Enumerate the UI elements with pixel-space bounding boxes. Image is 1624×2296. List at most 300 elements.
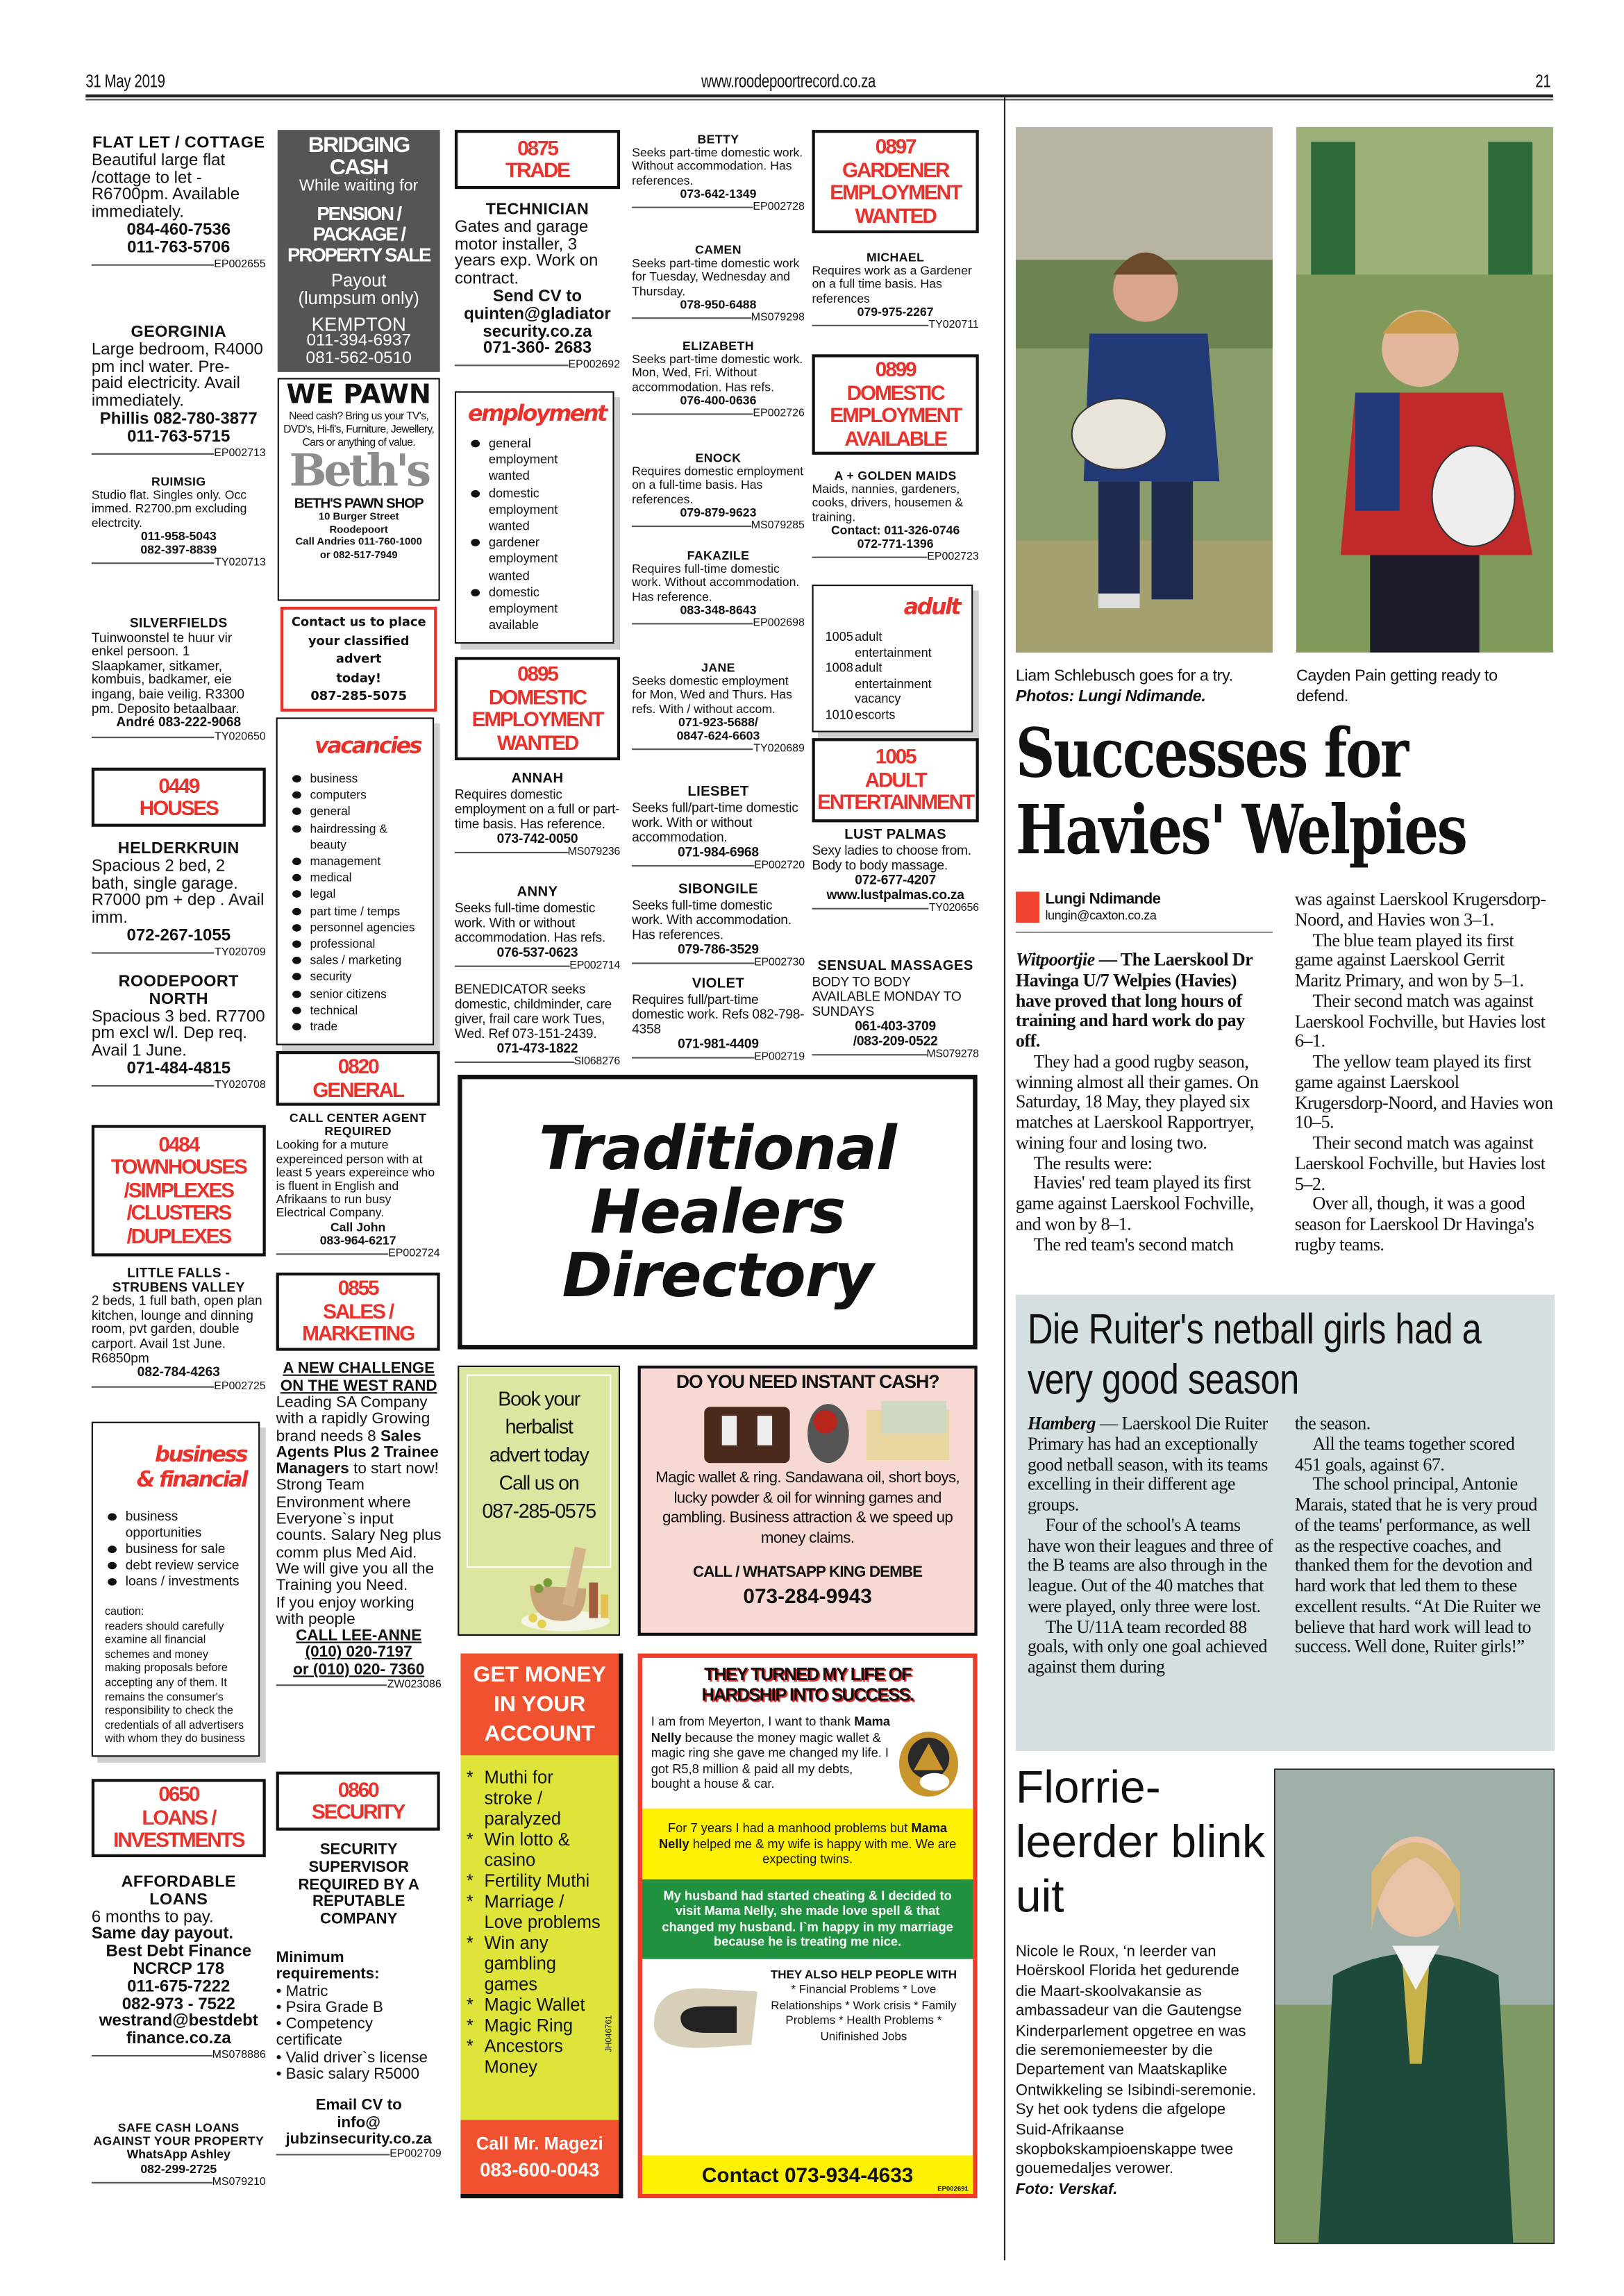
contact-phone: 087-285-5075 <box>310 687 408 703</box>
ad-reference: JH046761 <box>605 2015 614 2052</box>
byline-marker <box>1016 891 1039 923</box>
get-money-title: GET MONEY <box>473 1662 606 1688</box>
ad-contact: Call John <box>330 1218 386 1234</box>
ad-rule <box>92 1084 215 1086</box>
ad-body: Large bedroom, R4000 pm incl water. Pre- paid electricity. Avail immediately. <box>91 340 263 411</box>
service-item: Ancestors Money <box>484 2036 563 2077</box>
herbalist-text: Book your <box>498 1387 580 1410</box>
section-label: TRADE <box>505 158 569 182</box>
ad-body: 6 months to pay. <box>91 1908 214 1927</box>
ad-reference-row <box>632 957 805 969</box>
ad-reference: EP002725 <box>214 1378 266 1392</box>
ad-contact: 071-984-6968 <box>678 844 759 860</box>
category-item[interactable]: business <box>310 771 421 787</box>
category-item[interactable]: sales / marketing <box>310 953 421 969</box>
category-item[interactable]: medical <box>310 870 421 887</box>
category-heading: employment <box>468 400 606 427</box>
classified-ad-michael <box>812 251 978 330</box>
section-header-0650 <box>92 1779 266 1857</box>
ad-rule <box>455 852 568 853</box>
ad-reference-row <box>632 405 805 419</box>
ad-body: Seeks full/part-time domestic work. With or without accommodation. <box>632 800 798 845</box>
ad-title: HELDERKRUIN <box>117 839 240 858</box>
section-label: ADULT <box>864 767 926 791</box>
ad-body: Seeks part-time domestic work. Without accommodation. Has references. <box>632 144 803 187</box>
ad-contact: 073-742-0050 <box>496 831 578 846</box>
ad-contact: 082-973 - 7522 <box>122 1995 235 2013</box>
section-header-0855 <box>276 1273 440 1350</box>
pawn-phone: Call Andries 011-760-1000 <box>295 537 422 548</box>
mama-nelly-title: HARDSHIP INTO SUCCESS. <box>701 1684 914 1705</box>
ad-reference: TY020650 <box>215 728 266 743</box>
category-heading: adult <box>903 593 960 621</box>
classified-ad-safe-cash <box>92 2122 266 2188</box>
category-item[interactable]: senior citizens <box>310 986 421 1003</box>
get-money-list: * Muthi for stroke / paralyzed * Win lotto & casino * Fertility Muthi * Marriage / Love problems * Win any gambling games * Magic Wallet * Magic Ring * Ancestors Money JH046761 <box>466 1767 614 2077</box>
ad-title: ENOCK <box>695 450 742 465</box>
category-item[interactable]: technical <box>310 1002 421 1019</box>
category-list <box>105 1509 246 1590</box>
category-item[interactable] <box>826 706 960 721</box>
classified-ad-lust-palmas <box>812 828 978 914</box>
section-label: EMPLOYMENT <box>471 707 603 731</box>
requirement-item: Basic salary R5000 <box>285 2065 420 2084</box>
photo-caption-2: Cayden Pain getting ready to defend. <box>1296 667 1498 705</box>
ad-body: Looking for a muture expereinced person with at least 5 years expereince who is fluent in English and Afrikaans to run busy Electrical Company. <box>276 1137 435 1221</box>
category-heading: vacancies <box>315 732 421 759</box>
ad-reference-row <box>812 319 978 330</box>
ad-reference-row <box>455 1055 620 1067</box>
ad-reference-row <box>812 551 978 563</box>
ad-body: Requires domestic employment on a full or part-time basis. Has reference. <box>454 787 620 832</box>
ad-body: Seeks domestic employment for Mon, Wed and Thurs. Has refs. With / without accom. <box>632 673 792 716</box>
challenge-phone: or (010) 020- 7360 <box>293 1660 425 1679</box>
testimonial-text: I am from Meyerton, I want to thank <box>651 1713 851 1729</box>
nicole-le-roux-photo <box>1274 1768 1555 2244</box>
ad-title: CAMEN <box>695 242 742 257</box>
ad-reference: EP002709 <box>390 2147 442 2161</box>
category-index-employment <box>455 391 614 644</box>
article-paragraph: The red team's second match <box>1033 1233 1234 1255</box>
ad-reference: TY020709 <box>215 944 266 958</box>
section-code: 1005 <box>875 744 916 769</box>
ad-rule <box>632 962 754 964</box>
byline <box>1016 890 1273 933</box>
healers-title: Traditional <box>539 1112 896 1184</box>
classified-ad-ruimsig <box>92 476 266 569</box>
category-item[interactable]: domestic employment available <box>489 585 601 634</box>
security-email: jubzinsecurity.co.za <box>285 2130 432 2148</box>
ad-contact: 084-460-7536 <box>126 221 231 240</box>
testimonial-text: she made love spell & that changed my husband. I`m happy in my marriage because he is treating me nice. <box>662 1902 953 1949</box>
ad-title: ANNAH <box>511 770 564 787</box>
ad-title: LITTLE FALLS - STRUBENS VALLEY <box>112 1265 245 1294</box>
section-header-1005 <box>812 738 978 822</box>
rugby-photo-liam <box>1016 127 1273 653</box>
ad-contact: 072-267-1055 <box>126 927 231 945</box>
money-wallet-image <box>648 1979 760 2052</box>
instant-cash-phone: 073-284-9943 <box>743 1584 872 1608</box>
ad-title: ELIZABETH <box>683 337 754 353</box>
section-label: GENERAL <box>312 1077 403 1101</box>
ad-body: Maids, nannies, gardeners, cooks, drivers, housemen & training. <box>812 481 964 524</box>
service-item: Fertility Muthi <box>484 1870 590 1891</box>
pawn-address: Roodepoort <box>329 524 388 535</box>
ad-contact: André 083-222-9068 <box>116 714 242 730</box>
ad-contact: NCRCP 178 <box>133 1960 225 1979</box>
classified-ad-little-falls <box>92 1266 266 1391</box>
ad-reference: EP002713 <box>214 445 266 459</box>
section-header-0820 <box>276 1051 440 1106</box>
ad-reference: EP002726 <box>753 405 805 419</box>
ad-title: BETTY <box>697 131 739 146</box>
category-list <box>468 435 601 634</box>
category-item[interactable]: business opportunities <box>126 1509 246 1541</box>
classified-ad-sensual <box>812 960 978 1060</box>
ad-reference-row <box>812 902 978 914</box>
article-paragraph: They had a good rugby season, winning almost all their games. On Saturday, 18 May, they played six matches at Laerskool Rapportryer, wining four and losing two. <box>1015 1050 1259 1153</box>
classified-ad-jane <box>632 662 805 755</box>
sales-agents-ad <box>276 1361 442 1691</box>
netball-col1 <box>1028 1414 1275 1678</box>
article-lead <box>1016 950 1273 1052</box>
ad-reference-row <box>632 201 805 212</box>
ad-reference: MS079285 <box>751 518 805 532</box>
byline-author: Lungi Ndimande <box>1045 890 1161 908</box>
section-label: WANTED <box>855 203 936 227</box>
article-paragraph: Their second match was against Laerskool Fochville, but Havies lost 6–1. <box>1294 990 1546 1052</box>
ad-rule <box>632 207 753 208</box>
contact-classifieds-ad <box>281 607 437 711</box>
ad-reference-row <box>632 617 805 629</box>
classified-ad-fakazile <box>632 549 805 629</box>
healers-title: Healers <box>589 1175 846 1247</box>
caption-text: Liam Schlebusch goes for a try. <box>1015 667 1233 685</box>
classified-ad-elizabeth <box>632 337 805 419</box>
bridging-lumpsum: (lumpsum only) <box>298 287 419 309</box>
category-item[interactable]: professional <box>310 936 421 953</box>
category-item[interactable] <box>826 629 960 660</box>
challenge-positions: Sales Agents Plus 2 Trainee Managers <box>276 1427 439 1478</box>
ad-reference: EP002723 <box>927 549 979 563</box>
category-item[interactable]: trade <box>310 1019 421 1035</box>
section-label: SALES / MARKETING <box>302 1298 415 1346</box>
section-header-0875 <box>455 130 620 189</box>
section-label: DOMESTIC <box>846 380 944 404</box>
ad-rule <box>455 365 569 367</box>
category-heading: business & financial <box>136 1443 247 1493</box>
ad-reference: EP002692 <box>568 357 621 371</box>
ad-title: A + GOLDEN MAIDS <box>834 468 957 483</box>
ad-rule <box>92 2181 212 2183</box>
ad-reference: EP002730 <box>754 955 805 969</box>
bridging-title: BRIDGING CASH <box>308 133 410 181</box>
ad-reference-row <box>632 520 805 532</box>
ad-rule <box>455 966 569 967</box>
dateline: Witpoortjie <box>1015 949 1095 971</box>
ad-title: CALL CENTER AGENT REQUIRED <box>289 1110 427 1139</box>
ad-reference: TY020713 <box>215 555 266 569</box>
article-paragraph: The results were: <box>1033 1152 1153 1173</box>
florrie-story <box>1016 1943 1261 2200</box>
section-code: 0650 <box>158 1782 199 1807</box>
challenge-text: to start now! Strong Team Environment where Everyone`s input counts. Salary Neg plus comm plus Med Aid. We will give you all the Training you Need. <box>276 1460 442 1595</box>
classified-ad-flat-let <box>92 136 266 270</box>
instant-cash-text: Magic wallet & ring. Sandawana oil, short boys, lucky powder & oil for winning games and gambling. Business attraction & we speed up money claims. <box>655 1468 960 1547</box>
classified-ad-benedicator <box>455 982 620 1067</box>
ad-title: SIBONGILE <box>678 881 758 898</box>
category-item[interactable]: management <box>310 853 421 870</box>
testimonial-name: Mama Nelly <box>658 1820 948 1851</box>
page-number: 21 <box>1535 71 1551 92</box>
ad-body: Tuinwoonstel te huur vir enkel persoon. 1 Slaapkamer, sitkamer, kombuis, badkamer, eie ingang, baie veilig. R3300 pm. Deposito betaalbaar. <box>91 630 245 716</box>
ad-rule <box>92 563 215 564</box>
category-item[interactable] <box>826 660 960 706</box>
header-rule <box>85 94 1553 97</box>
category-index-adult <box>812 585 973 732</box>
rugby-article-col1 <box>1016 950 1273 1255</box>
bridging-phone: 081-562-0510 <box>305 349 412 367</box>
netball-col2 <box>1295 1414 1543 1678</box>
ad-title: AFFORDABLE LOANS <box>121 1873 236 1909</box>
ad-reference: MS079278 <box>926 1046 979 1060</box>
ad-title: SENSUAL MASSAGES <box>817 958 973 975</box>
header-rule-thin <box>85 99 1553 100</box>
ad-contact: 071-360- 2683 <box>483 340 592 358</box>
service-item: Muthi for stroke / paralyzed <box>484 1767 562 1829</box>
category-item[interactable]: personnel agencies <box>310 919 421 936</box>
bridging-subtitle: While waiting for <box>299 177 419 195</box>
we-pawn-text: Need cash? Bring us your TV's, DVD's, Hi-fi's, Furniture, Jewellery, Cars or anything of value. <box>283 409 435 449</box>
ad-contact: 071-473-1822 <box>496 1041 578 1056</box>
security-email-label: Email CV to <box>315 2097 402 2115</box>
category-item[interactable]: hairdressing & beauty <box>310 820 421 853</box>
ad-reference: EP002720 <box>754 857 805 871</box>
ad-rule <box>632 749 753 751</box>
classified-ad-sibongile <box>632 883 805 969</box>
website-url[interactable]: www.roodepoortrecord.co.za <box>701 71 876 92</box>
ad-body: BODY TO BODY AVAILABLE MONDAY TO SUNDAYS <box>812 974 962 1019</box>
article-paragraph: The school principal, Antonie Marais, stated that he is very proud of the teams' performance, as well as the respective coaches, and thanked them for the devotion and hard work that led them to these excellent results. “At Die Ruiter we believe that hard work will lead to success. Well done, Ruiter girls!” <box>1294 1473 1541 1657</box>
section-label: EMPLOYMENT <box>830 180 962 204</box>
ad-body: Requires domestic employment on a full-time basis. Has references. <box>632 464 804 506</box>
ad-contact: 076-537-0623 <box>496 944 578 960</box>
ad-body: Spacious 3 bed. R7700 pm excl w/l. Dep req. Avail 1 June. <box>91 1007 265 1061</box>
testimonial-yellow <box>642 1809 973 1879</box>
ad-body: BENEDICATOR seeks domestic, childminder, care giver, frail care work Tues, Wed. Ref 073-151-2439. <box>454 982 612 1041</box>
service-item: Magic Ring <box>484 2015 574 2036</box>
ad-reference: EP002691 <box>937 2185 969 2193</box>
classified-ad-technician <box>455 202 620 371</box>
mama-nelly-phone: Contact 073-934-4633 <box>701 2163 914 2187</box>
get-money-call: Call Mr. Magezi <box>476 2133 603 2154</box>
section-code: 0484 <box>158 1132 199 1156</box>
ad-contact: WhatsApp Ashley <box>126 2147 231 2162</box>
ad-body: Seeks part-time domestic work. Mon, Wed, Fri. Without accommodation. Has refs. <box>632 351 803 394</box>
classified-ad-roodepoort-north <box>92 974 266 1091</box>
florrie-text: Nicole le Roux, ‘n leerder van Hoërskool Florida het gedurende die Maart-skoolvakansie as ambassadeur van die Gautengse Kinderparlement opgetree en was die seremoniemeester by die Departement van Maatskaplike Ontwikkeling se Isibindi-seremonie. Sy het ook tydens die afgelope Suid-Afrikaanse skopbokskampioenskappe twee gouemedaljes verower. <box>1015 1944 1257 2179</box>
service-item: Win lotto & casino <box>484 1829 570 1871</box>
photo-credit: Foto: Verskaf. <box>1015 2181 1118 2198</box>
ad-title: GEORGINIA <box>131 323 227 342</box>
ad-rule <box>92 952 215 953</box>
lead-text: — The Laerskool Dr Havinga U/7 Welpies (Havies) have proved that long hours of training and hard work do pay off. <box>1015 949 1253 1051</box>
ad-contact: quinten@gladiator security.co.za <box>464 305 611 341</box>
ad-reference: EP002655 <box>214 256 266 270</box>
ad-rule <box>92 737 215 738</box>
ad-rule <box>812 1054 926 1055</box>
ad-reference-row <box>92 2049 266 2061</box>
category-item[interactable]: business for sale <box>126 1541 246 1557</box>
testimonial-text: helped me & my wife is happy with me. We are expecting twins. <box>692 1836 957 1866</box>
rugby-article-col2 <box>1295 890 1555 1255</box>
section-code: 0897 <box>875 134 916 158</box>
help-list: * Financial Problems * Love Relationships * Work crisis * Family Problems * Health Problems * Unifinished Jobs <box>771 1982 957 2043</box>
category-item[interactable]: legal <box>310 887 421 903</box>
issue-date: 31 May 2019 <box>85 71 165 92</box>
bridging-location: KEMPTON <box>311 312 406 335</box>
we-pawn-title: WE PAWN <box>286 379 431 411</box>
netball-headline: Die Ruiter's netball girls had a very good season <box>1027 1306 1482 1405</box>
ad-reference-row <box>455 359 620 371</box>
ad-title: FAKAZILE <box>687 547 750 563</box>
beths-logo: Beth's <box>289 446 428 498</box>
category-item[interactable]: security <box>310 969 421 986</box>
category-index-vacancies <box>276 717 435 1046</box>
bridging-payout: Payout <box>330 270 387 291</box>
ad-rule <box>632 413 753 414</box>
ad-reference: TY020708 <box>215 1077 266 1091</box>
ad-contact: 071-923-5688/ <box>678 714 758 730</box>
testimonial-text: My husband had started cheating & I decided to visit <box>663 1887 952 1918</box>
mama-nelly-contact-bar <box>642 2155 973 2193</box>
pawn-shop-name: BETH'S PAWN SHOP <box>294 496 424 512</box>
ad-reference: EP002728 <box>753 199 805 213</box>
category-item[interactable]: loans / investments <box>126 1574 246 1590</box>
category-item[interactable]: domestic employment wanted <box>489 485 601 535</box>
herbalist-text: Call us on <box>499 1471 579 1494</box>
article-paragraph: The U/11A team recorded 88 goals, with only one goal achieved against them during <box>1027 1616 1267 1677</box>
bridging-cash-ad <box>278 130 440 372</box>
ad-contact: 072-771-1396 <box>857 535 934 551</box>
dateline: Hamberg <box>1027 1412 1096 1434</box>
ad-reference-row <box>92 1380 266 1392</box>
category-item[interactable]: general <box>310 804 421 821</box>
column-divider <box>1004 97 1005 2260</box>
category-item[interactable]: debt review service <box>126 1557 246 1573</box>
classified-ad-affordable-loans <box>92 1875 266 2061</box>
caution-title: caution: <box>104 1604 144 1618</box>
contact-line: your classified advert <box>308 632 410 666</box>
section-label: GARDENER <box>842 157 949 181</box>
bridging-property: PROPERTY SALE <box>287 243 430 266</box>
ad-rule <box>812 908 928 910</box>
ad-reference-row <box>92 730 266 742</box>
ad-contact: 076-400-0636 <box>680 392 757 408</box>
challenge-text: If you enjoy working with people <box>276 1593 415 1629</box>
section-label: INVESTMENTS <box>113 1827 244 1852</box>
section-header-0484 <box>92 1125 266 1256</box>
ad-title: SAFE CASH LOANS AGAINST YOUR PROPERTY <box>93 2120 265 2149</box>
ad-body-bold: Same day payout. <box>91 1925 234 1944</box>
ad-contact: 079-786-3529 <box>678 941 759 957</box>
netball-story <box>1016 1295 1555 1751</box>
instant-cash-call: CALL / WHATSAPP KING DEMBE <box>693 1563 923 1582</box>
ad-contact: 011-675-7222 <box>127 1977 231 1996</box>
ad-contact: 011-763-5715 <box>127 428 231 446</box>
section-label: LOANS / <box>142 1805 216 1829</box>
get-money-phone: 083-600-0043 <box>480 2158 600 2181</box>
ad-body: Spacious 2 bed, 2 bath, single garage. R7000 pm + dep . Avail imm. <box>91 857 265 928</box>
ad-title: MICHAEL <box>866 249 925 265</box>
ad-title: VIOLET <box>692 975 745 992</box>
ad-body: Requires full-time domestic work. Without accommodation. Has reference. <box>632 561 800 603</box>
ad-rule <box>276 1253 389 1255</box>
ad-reference-row <box>92 446 266 458</box>
testimonial-text: because the money magic wallet & magic ring she gave me changed my life. I got R5,8 million & paid all my debts, bought a house & car. <box>651 1729 889 1791</box>
herbalist-ad <box>458 1366 620 1636</box>
byline-email[interactable]: lungin@caxton.co.za <box>1045 907 1157 923</box>
testimonial-green <box>642 1879 973 1959</box>
ad-contact: /083-209-0522 <box>853 1033 938 1048</box>
category-item[interactable]: computers <box>310 787 421 804</box>
article-paragraph: All the teams together scored 451 goals, against 67. <box>1294 1433 1515 1475</box>
ad-rule <box>455 1062 574 1063</box>
section-code: 0895 <box>517 661 558 685</box>
ad-reference-row <box>632 1051 805 1063</box>
section-label: TOWNHOUSES <box>110 1155 246 1179</box>
ad-reference-row <box>92 2176 266 2188</box>
service-item: Marriage / Love problems <box>484 1891 601 1933</box>
ad-title: RUIMSIG <box>151 474 206 489</box>
ad-contact: Best Debt Finance <box>106 1943 252 1961</box>
ad-title: SILVERFIELDS <box>129 615 228 630</box>
classified-ad-enock <box>632 452 805 532</box>
classified-ad-anny <box>455 886 620 971</box>
section-code: 0855 <box>337 1275 378 1300</box>
category-label: adult entertainment vacancy <box>855 660 932 706</box>
category-item[interactable]: general employment wanted <box>489 435 601 485</box>
ad-contact: 082-397-8839 <box>140 542 217 557</box>
section-code: 0899 <box>875 357 916 381</box>
rugby-photo-cayden <box>1296 127 1553 653</box>
ad-body: Sexy ladies to choose from. Body to body massage. <box>812 843 971 873</box>
category-label: adult entertainment <box>855 628 932 660</box>
healers-title: Directory <box>562 1239 873 1311</box>
ad-contact: 071-484-4815 <box>126 1059 231 1078</box>
wallet-ring-money-images <box>660 1395 955 1468</box>
requirement-item: Psira Grade B <box>285 1998 383 2017</box>
category-item[interactable]: gardener employment wanted <box>489 535 601 584</box>
security-email: info@ <box>337 2113 381 2131</box>
security-supervisor-ad <box>276 1843 442 2161</box>
challenge-title: A NEW CHALLENGE ON THE WEST RAND <box>280 1359 437 1395</box>
get-money-title: ACCOUNT <box>484 1721 595 1747</box>
ad-reference: TY020711 <box>928 317 979 331</box>
security-title: SECURITY SUPERVISOR REQUIRED BY A REPUTABLE COMPANY <box>298 1842 419 1929</box>
classified-ad-violet <box>632 975 805 1063</box>
caution-text: readers should carefully examine all financial schemes and money making proposals before accepting any of them. It remains the consumer's responsibility to check the credentials of all advertisers with whom they do business <box>104 1618 245 1746</box>
ad-rule <box>632 1057 754 1058</box>
ad-rule <box>92 2055 212 2056</box>
category-item[interactable]: part time / temps <box>310 903 421 920</box>
ad-contact: 011-763-5706 <box>127 239 231 257</box>
ad-reference-row <box>276 1248 440 1259</box>
service-item: Win any gambling games <box>484 1932 557 1995</box>
section-code: 0449 <box>158 773 199 797</box>
classified-ad-liesbet <box>632 785 805 871</box>
ad-contact: 078-950-6488 <box>680 296 757 312</box>
